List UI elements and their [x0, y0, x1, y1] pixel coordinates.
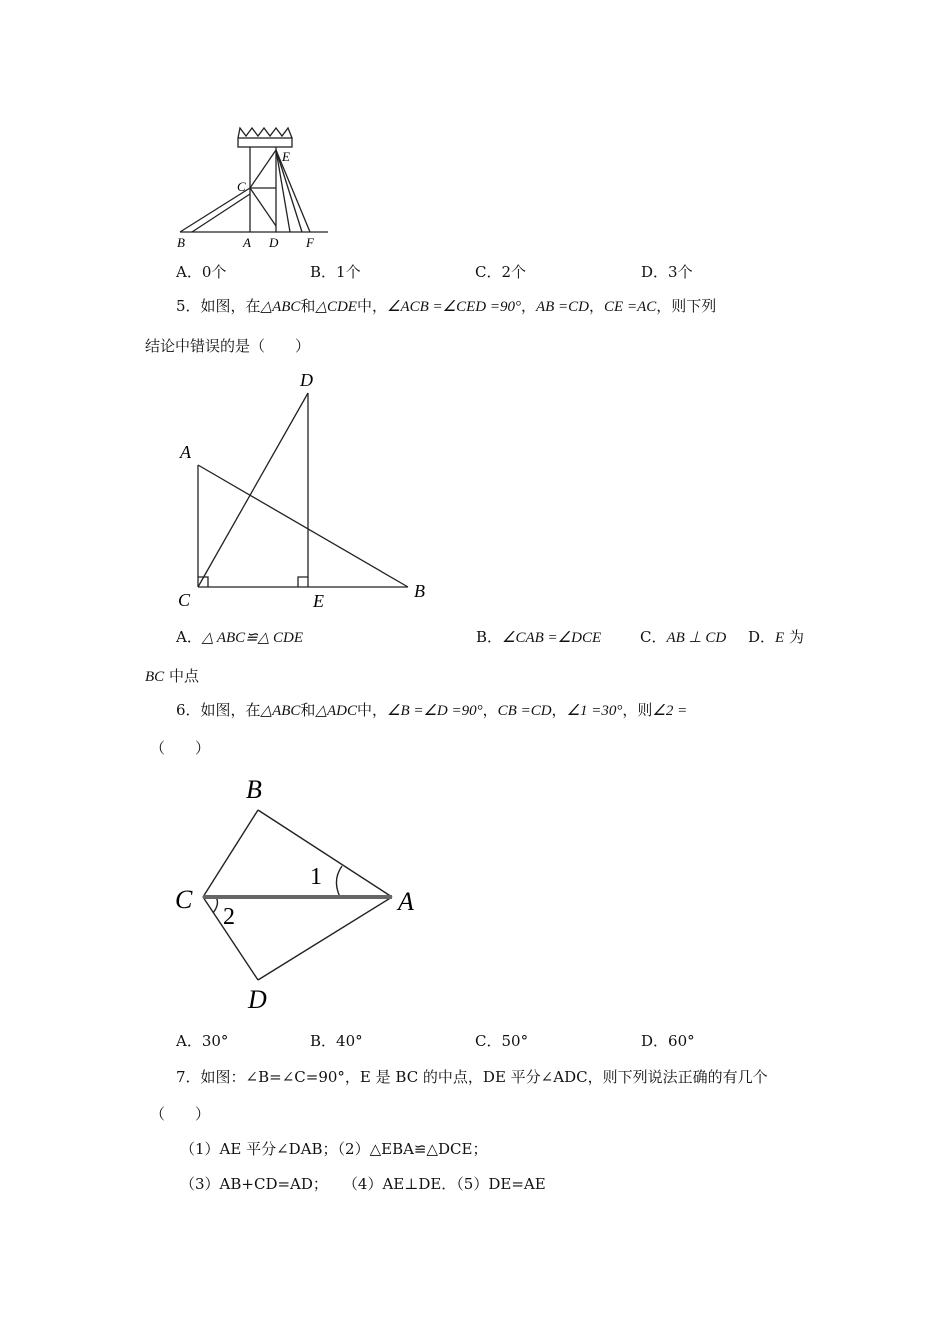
q7-statements-1: （1）AE 平分∠DAB；（2）△EBA≌△DCE； [180, 1140, 488, 1158]
q6-figure [170, 770, 430, 1020]
q4-figure [170, 118, 340, 253]
q6-option-d: D．60° [641, 1032, 695, 1050]
segment-DA [258, 897, 392, 980]
q5-stem-line1 [176, 296, 716, 317]
q5-option-b-math: ∠CAB =∠DCE [502, 630, 602, 646]
q5-prefix: 5．如图，在 [176, 297, 261, 315]
q5-option-d-cont [145, 666, 199, 687]
segment-BA [258, 810, 392, 897]
q7-stem: 7．如图：∠B=∠C=90°，E 是 BC 的中点，DE 平分∠ADC，则下列说法正确的有几个 [176, 1068, 768, 1086]
q5-option-c-math: AB ⊥ CD [666, 630, 727, 646]
q5-figure [170, 365, 440, 615]
q6-label-2: 2 [223, 904, 235, 930]
segment-CB [203, 810, 258, 897]
q6-ask: ∠2 = [652, 703, 688, 719]
segment-AB [198, 465, 408, 587]
q5-option-d-cont-text: 中点 [164, 667, 199, 685]
q5-zhong: 中， [356, 297, 387, 315]
q5-label-A: A [180, 442, 191, 462]
q4-option-a: A．0个 [176, 263, 227, 281]
q5-label-B: B [414, 581, 425, 601]
q5-suffix: ，则下列 [656, 297, 717, 315]
q6-comma1: ， [482, 701, 498, 719]
q4-option-d: D．3个 [641, 263, 693, 281]
q6-option-c: C．50° [475, 1032, 529, 1050]
q5-cond1: ∠ACB =∠CED =90° [387, 299, 521, 315]
q5-cond2: AB =CD [535, 299, 590, 315]
q5-option-b [476, 627, 601, 648]
q6-label-A: A [398, 887, 414, 916]
q5-tri2: △CDE [315, 299, 357, 315]
q5-option-c-label: C． [640, 628, 667, 646]
q6-stem-line1 [176, 700, 687, 721]
q6-zhong: 中， [356, 701, 387, 719]
q7-statements-2: （3）AB+CD=AD； （4）AE⊥DE．（5）DE=AE [180, 1175, 546, 1193]
q6-option-a: A．30° [176, 1032, 229, 1050]
q4-option-c: C．2个 [475, 263, 527, 281]
right-angle-E [298, 577, 308, 587]
q5-option-a-math: △ ABC≌△ CDE [201, 630, 304, 646]
q5-stem-line2: 结论中错误的是（ ） [145, 337, 311, 355]
q5-option-d-label: D． [748, 628, 776, 646]
q5-option-d-math: E [775, 630, 785, 646]
q5-option-d-cont-math: BC [145, 669, 165, 685]
segment-CD [198, 393, 308, 587]
q6-cond1: ∠B =∠D =90° [387, 703, 483, 719]
q5-option-d [748, 627, 804, 648]
q6-prefix: 6．如图，在 [176, 701, 261, 719]
angle1-arc [336, 866, 342, 897]
q4-label-C: C [237, 179, 246, 194]
q5-comma2: ， [589, 297, 605, 315]
q5-cond3: CE =AC [604, 299, 657, 315]
q5-and: 和 [300, 297, 316, 315]
tower-crown [238, 128, 292, 138]
angle2-arc [213, 897, 217, 913]
q5-option-d-text: 为 [784, 628, 804, 646]
q6-suffix: ，则 [622, 701, 653, 719]
q5-option-b-label: B． [476, 628, 503, 646]
q6-tri2: △ADC [315, 703, 357, 719]
q5-label-D: D [300, 370, 313, 390]
q6-label-C: C [175, 885, 193, 914]
q6-cond3: ∠1 =30° [566, 703, 623, 719]
q4-option-b: B．1个 [310, 263, 361, 281]
q6-tri1: △ABC [260, 703, 301, 719]
q5-option-c [640, 627, 726, 648]
q6-paren: （ ） [150, 739, 211, 757]
q5-tri1: △ABC [260, 299, 301, 315]
tower-platform [238, 138, 292, 147]
q5-option-a [176, 627, 303, 648]
q6-label-D: D [248, 985, 267, 1014]
q5-label-E: E [313, 591, 324, 611]
q4-label-D: D [269, 235, 279, 250]
q4-label-F: F [306, 235, 314, 250]
q6-label-B: B [246, 775, 262, 804]
q4-label-A: A [243, 235, 251, 250]
q6-label-1: 1 [310, 864, 322, 890]
q4-label-B: B [177, 235, 185, 250]
q5-label-C: C [178, 590, 191, 610]
q6-and: 和 [300, 701, 316, 719]
q6-cond2: CB =CD [497, 703, 552, 719]
q5-option-a-label: A． [176, 628, 202, 646]
q6-comma2: ， [551, 701, 567, 719]
q4-label-E: E [282, 149, 290, 164]
q5-comma1: ， [520, 297, 536, 315]
q6-option-b: B．40° [310, 1032, 363, 1050]
q7-paren: （ ） [150, 1105, 211, 1123]
